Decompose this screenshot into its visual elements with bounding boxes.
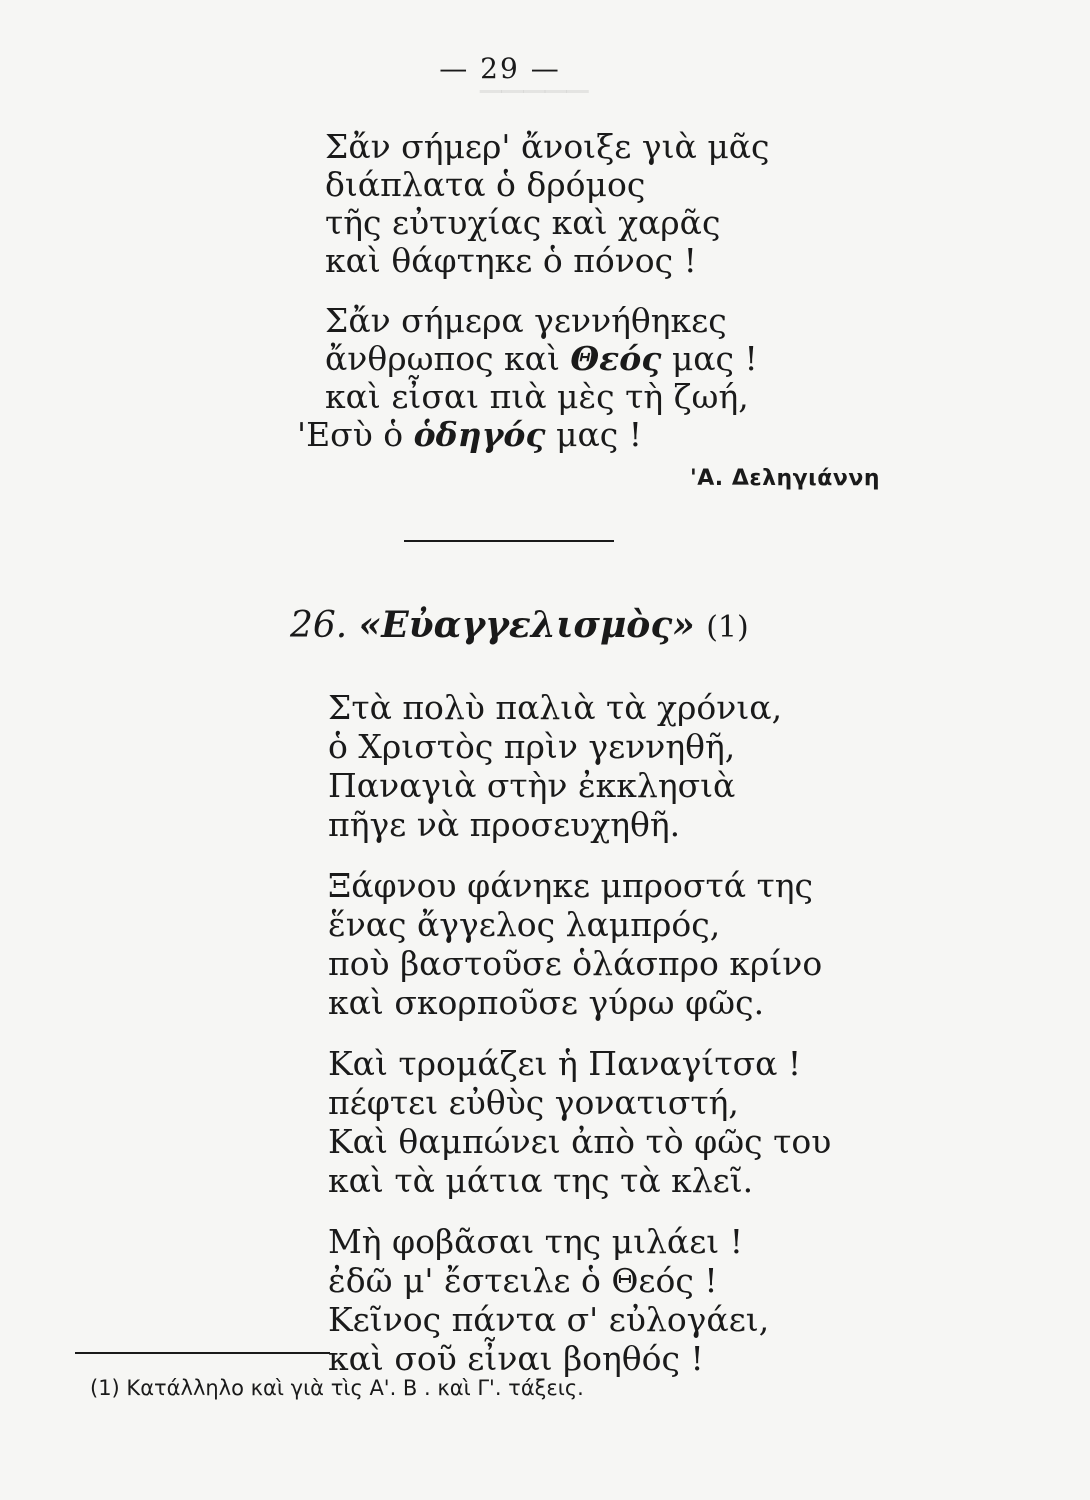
verse-line: διάπλατα ὁ δρόμος	[325, 165, 646, 204]
verse-line: καὶ σκορποῦσε γύρω φῶς.	[328, 983, 765, 1022]
verse-line: Σἄν σήμερα γεννήθηκες	[325, 301, 727, 340]
verse-line: καὶ εἶσαι πιὰ μὲς τὴ ζωή,	[325, 377, 749, 416]
section-divider	[404, 540, 614, 542]
verse-line: τῆς εὐτυχίας καὶ χαρᾶς	[325, 203, 721, 242]
verse-line: Παναγιὰ στὴν ἐκκλησιὰ	[328, 766, 736, 805]
poem-1-stanza	[297, 301, 770, 454]
verse-line: πῆγε νὰ προσευχηθῆ.	[328, 805, 681, 844]
verse-text: ἄνθρωπος καὶ	[325, 339, 560, 378]
verse-line: καὶ σοῦ εἶναι βοηθός !	[328, 1339, 704, 1378]
verse-line: Κεῖνος πάντα σ' εὐλογάει,	[328, 1300, 770, 1339]
emphasis-odigos: ὁδηγός	[413, 415, 546, 454]
poem-2-stanza	[328, 866, 831, 1022]
verse-line: ἐδῶ μ' ἔστειλε ὁ Θεός !	[328, 1261, 718, 1300]
verse-text: μας !	[671, 339, 758, 378]
verse-line: Καὶ θαμπώνει ἀπὸ τὸ φῶς του	[328, 1122, 832, 1161]
poem-number: 26.	[290, 605, 348, 646]
poem-2-stanza	[328, 1222, 831, 1378]
verse-line: Μὴ φοβᾶσαι της μιλάει !	[328, 1222, 743, 1261]
poem-2-stanza	[328, 688, 831, 844]
verse-text: 'Εσὺ ὁ	[297, 415, 404, 454]
page-bleed-through: ─────	[480, 72, 589, 113]
verse-text: μας !	[556, 415, 642, 454]
verse-line: Σἄν σήμερ' ἄνοιξε γιὰ μᾶς	[325, 127, 770, 166]
verse-line: πέφτει εὐθὺς γονατιστή,	[328, 1083, 739, 1122]
poem-title: «Εὐαγγελισμὸς»	[358, 604, 695, 646]
page-number: — 29 —	[439, 52, 561, 85]
verse-line: ἕνας ἄγγελος λαμπρός,	[328, 905, 721, 944]
poem-2-stanza	[328, 1044, 831, 1200]
verse-line	[325, 340, 770, 378]
footnote-reference: (1)	[706, 610, 749, 645]
verse-line: καὶ θάφτηκε ὁ πόνος !	[325, 241, 697, 280]
verse-line	[297, 416, 770, 454]
poem-2	[328, 688, 831, 1400]
author-signature: 'Α. Δεληγιάννη	[690, 466, 880, 491]
poem-1-stanza	[325, 128, 770, 280]
verse-line: ποὺ βαστοῦσε ὁλάσπρο κρίνο	[328, 944, 823, 983]
verse-line: ὁ Χριστὸς πρὶν γεννηθῆ,	[328, 727, 736, 766]
footnote: (1) Κατάλληλο καὶ γιὰ τὶς Α'. Β . καὶ Γ'. τάξεις.	[90, 1376, 584, 1400]
poem-2-heading	[290, 604, 749, 646]
verse-line: Ξάφνου φάνηκε μπροστά της	[328, 866, 813, 905]
footnote-divider	[75, 1352, 330, 1354]
emphasis-theos: Θεός	[570, 339, 662, 378]
verse-line: καὶ τὰ μάτια της τὰ κλεῖ.	[328, 1161, 754, 1200]
poem-1	[297, 127, 770, 476]
verse-line: Καὶ τρομάζει ἡ Παναγίτσα !	[328, 1044, 802, 1083]
verse-line: Στὰ πολὺ παλιὰ τὰ χρόνια,	[328, 688, 783, 727]
